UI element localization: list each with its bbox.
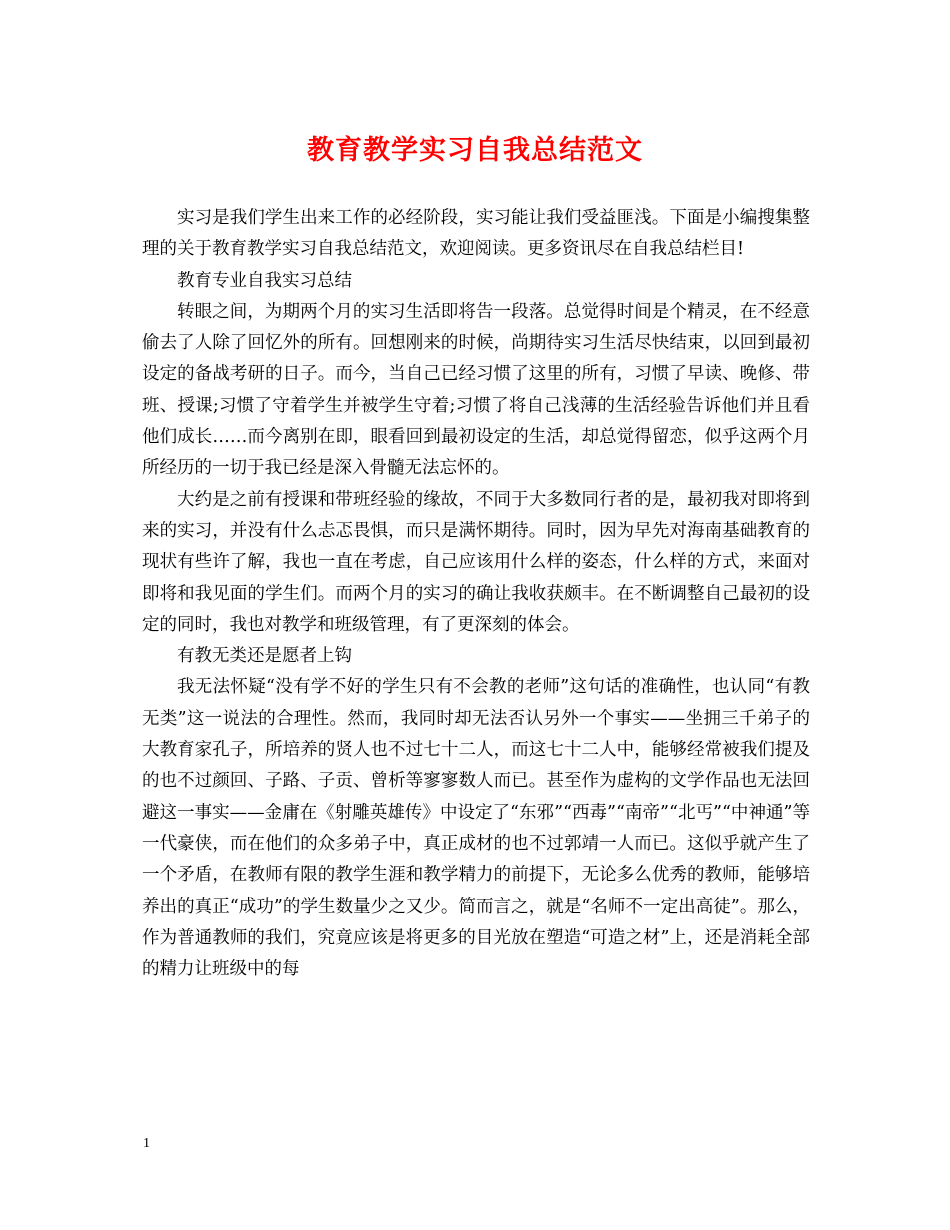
section-heading: 有教无类还是愿者上钩 [177,646,352,667]
body-paragraph: 大约是之前有授课和带班经验的缘故，不同于大多数同行者的是，最初我对即将到来的实习，并没有什么忐忑畏惧，而只是满怀期待。同时，因为早先对海南基础教育的现状有些许了解，我也一直在考虑，自己应该用什么样的姿态，什么样的方式，来面对即将和我见面的学生们。而两个月的实习的确让我收获颇丰。在不断调整自己最初的设定的同时，我也对教学和班级管理，有了更深刻的体会。 [142,489,810,635]
page-number: 1 [143,1136,150,1151]
body-paragraph: 我无法怀疑“没有学不好的学生只有不会教的老师”这句话的准确性，也认同“有教无类”这一说法的合理性。然而，我同时却无法否认另外一个事实——坐拥三千弟子的大教育家孔子，所培养的贤人也不过七十二人，而这七十二人中，能够经常被我们提及的也不过颜回、子路、子贡、曾析等寥寥数人而已。甚至作为虚构的文学作品也无法回避这一事实——金庸在《射雕英雄传》中设定了“东邪”“西毒”“南帝”“北丐”“中神通”等一代豪侠，而在他们的众多弟子中，真正成材的也不过郭靖一人而已。这似乎就产生了一个矛盾，在教师有限的教学生涯和教学精力的前提下，无论多么优秀的教师，能够培养出的真正“成功”的学生数量少之又少。简而言之，就是“名师不一定出高徒”。那么，作为普通教师的我们，究竟应该是将更多的目光放在塑造“可造之材”上，还是消耗全部的精力让班级中的每 [142,677,810,980]
body-paragraph: 转眼之间，为期两个月的实习生活即将告一段落。总觉得时间是个精灵，在不经意偷去了人除了回忆外的所有。回想刚来的时候，尚期待实习生活尽快结束，以回到最初设定的备战考研的日子。而今，当自己已经习惯了这里的所有，习惯了早读、晚修、带班、授课;习惯了守着学生并被学生守着;习惯了将自己浅薄的生活经验告诉他们并且看他们成长……而今离别在即，眼看回到最初设定的生活，却总觉得留恋，似乎这两个月所经历的一切于我已经是深入骨髓无法忘怀的。 [142,301,810,479]
section-heading: 教育专业自我实习总结 [177,270,352,291]
document-body [142,203,810,985]
document-title: 教育教学实习自我总结范文 [307,135,643,166]
intro-paragraph: 实习是我们学生出来工作的必经阶段，实习能让我们受益匪浅。下面是小编搜集整理的关于教育教学实习自我总结范文，欢迎阅读。更多资讯尽在自我总结栏目! [142,208,810,260]
